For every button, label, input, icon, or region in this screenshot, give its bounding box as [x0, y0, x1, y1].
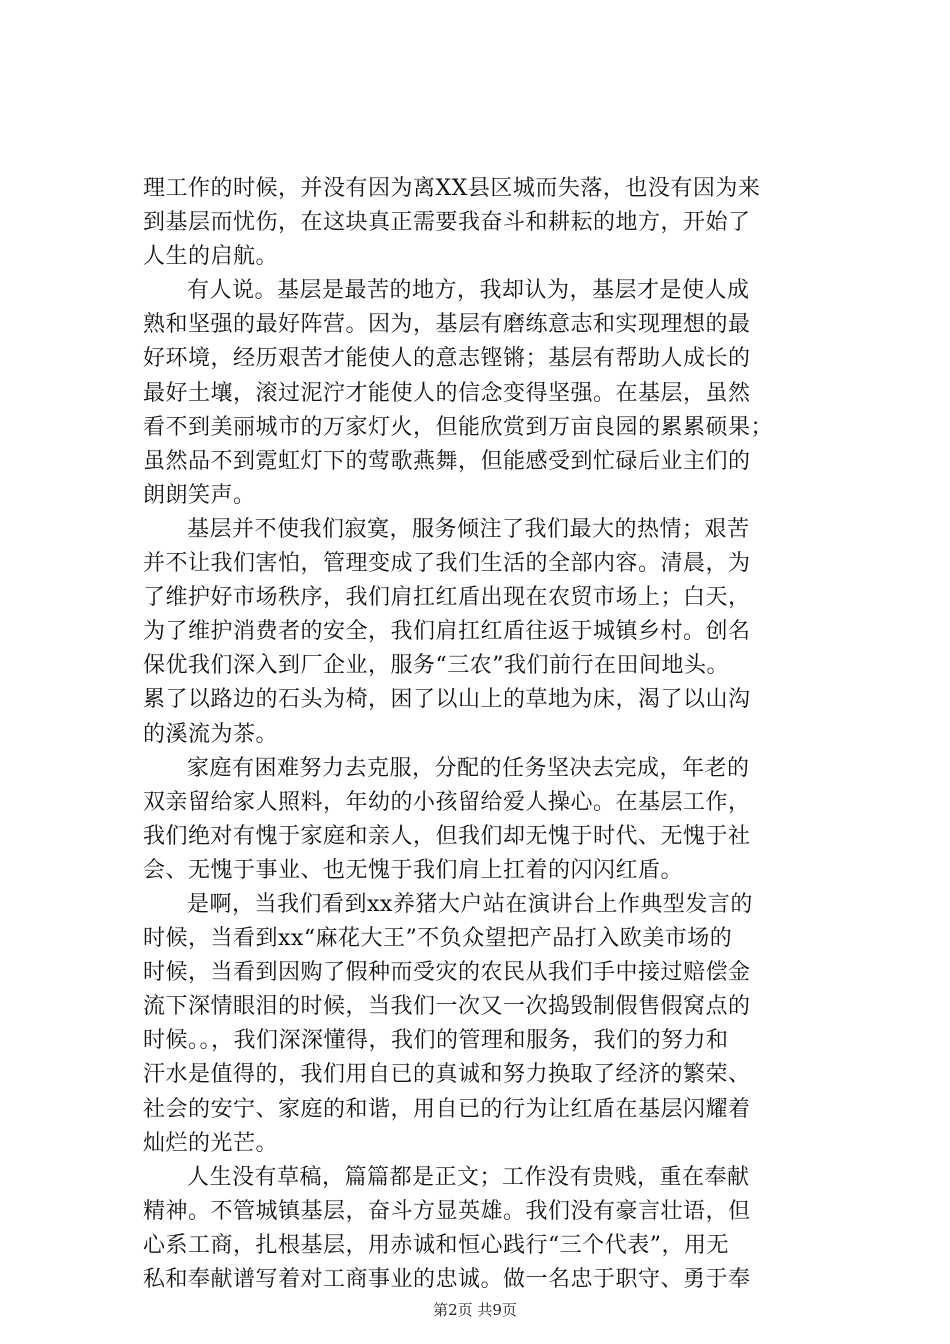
text-line: 基层并不使我们寂寞，服务倾注了我们最大的热情；艰苦	[187, 516, 750, 542]
text-line: 心系工商，扎根基层，用赤诚和恒心践行“三个代表”，用无	[143, 1232, 729, 1258]
text-line: 保优我们深入到厂企业，服务“三农”我们前行在田间地头。	[143, 653, 729, 679]
text-line: 双亲留给家人照料，年幼的小孩留给爱人操心。在基层工作，	[143, 789, 751, 815]
text-line: 好环境，经历艰苦才能使人的意志铿锵；基层有帮助人成长的	[143, 346, 751, 372]
text-line: 时候，当看到xx“麻花大王”不负众望把产品打入欧美市场的	[143, 926, 733, 952]
text-line: 时候。。，我们深深懂得，我们的管理和服务，我们的努力和	[143, 1028, 729, 1054]
text-line: 累了以路边的石头为椅，困了以山上的草地为床，渴了以山沟	[143, 687, 751, 713]
text-line: 的溪流为茶。	[143, 721, 279, 747]
text-line: 私和奉献谱写着对工商事业的忠诚。做一名忠于职守、勇于奉	[143, 1267, 751, 1292]
text-line: 家庭有困难努力去克服，分配的任务坚决去完成，年老的	[187, 755, 750, 781]
text-line: 流下深情眼泪的时候，当我们一次又一次捣毁制假售假窝点的	[143, 994, 751, 1020]
text-line: 灿烂的光芒。	[143, 1130, 279, 1156]
text-line: 虽然品不到霓虹灯下的莺歌燕舞，但能感受到忙碌后业主们的	[143, 448, 751, 474]
text-line: 熟和坚强的最好阵营。因为，基层有磨练意志和实现理想的最	[143, 312, 751, 338]
text-line: 人生没有草稿，篇篇都是正文；工作没有贵贱，重在奉献	[187, 1164, 750, 1190]
text-line: 到基层而忧伤，在这块真正需要我奋斗和耕耘的地方，开始了	[143, 210, 751, 236]
text-line: 理工作的时候，并没有因为离XX县区城而失落，也没有因为来	[143, 176, 761, 201]
text-line: 为了维护消费者的安全，我们肩扛红盾往返于城镇乡村。创名	[143, 619, 751, 645]
text-line: 会、无愧于事业、也无愧于我们肩上扛着的闪闪红盾。	[143, 857, 684, 883]
text-line: 我们绝对有愧于家庭和亲人，但我们却无愧于时代、无愧于社	[143, 823, 751, 849]
document-body	[143, 172, 833, 1297]
text-line: 看不到美丽城市的万家灯火，但能欣赏到万亩良园的累累硕果；	[143, 414, 774, 440]
page-footer: 第2页 共9页	[433, 1301, 517, 1319]
text-line: 了维护好市场秩序，我们肩扛红盾出现在农贸市场上；白天，	[143, 585, 751, 611]
text-line: 有人说。基层是最苦的地方，我却认为，基层才是使人成	[187, 278, 750, 304]
text-line: 朗朗笑声。	[143, 482, 256, 508]
text-line: 人生的启航。	[143, 244, 279, 270]
text-line: 并不让我们害怕，管理变成了我们生活的全部内容。清晨，为	[143, 551, 751, 577]
text-line: 精神。不管城镇基层，奋斗方显英雄。我们没有豪言壮语，但	[143, 1198, 751, 1224]
text-line: 是啊，当我们看到xx养猪大户站在演讲台上作典型发言的	[187, 891, 753, 917]
text-line: 汗水是值得的，我们用自已的真诚和努力换取了经济的繁荣、	[143, 1062, 751, 1088]
text-line: 最好土壤，滚过泥泞才能使人的信念变得坚强。在基层，虽然	[143, 380, 751, 406]
text-line: 社会的安宁、家庭的和谐，用自已的行为让红盾在基层闪耀着	[143, 1096, 751, 1122]
text-line: 时候，当看到因购了假种而受灾的农民从我们手中接过赔偿金	[143, 960, 751, 986]
